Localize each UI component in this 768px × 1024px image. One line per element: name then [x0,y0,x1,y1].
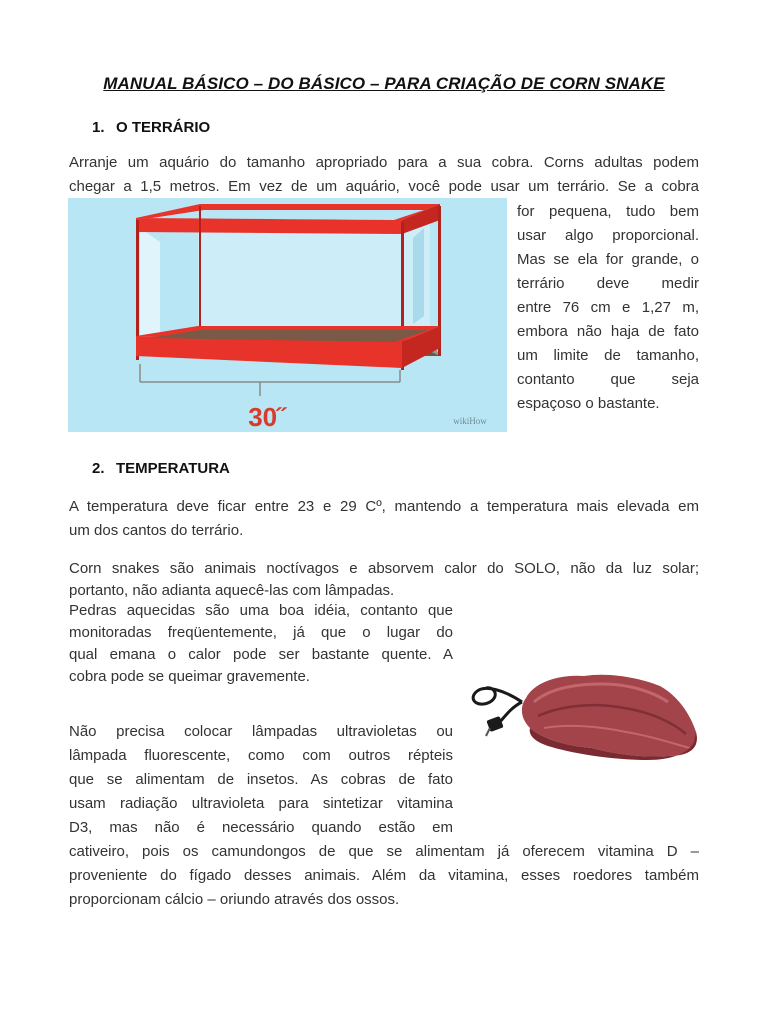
text-line: Corn snakes são animais noctívagos e absorvem calor do SOLO, não da luz solar; [69,560,699,577]
text-line: terrário deve medir [517,275,699,292]
text-line: qual emana o calor pode ser bastante quente. A [69,646,453,663]
section-number: 2. [92,460,105,477]
text-line: chegar a 1,5 metros. Em vez de um aquário, você pode usar um terrário. Se a cobra [69,178,699,195]
text-line: usam radiação ultravioleta para sintetizar vitamina [69,795,453,812]
temperatura-paragraph-3 [69,600,453,688]
text-line: for pequena, tudo bem [517,203,699,220]
text-line: Não precisa colocar lâmpadas ultravioletas ou [69,723,453,740]
text-line: contanto que seja [517,371,699,388]
aquarium-image [68,198,507,432]
text-line: portanto, não adianta aquecê-las com lâmpadas. [69,582,395,599]
section-title: TEMPERATURA [116,460,230,477]
text-line: um dos cantos do terrário. [69,522,244,539]
temperatura-paragraph-1 [69,495,699,543]
temperatura-paragraph-4-narrow [69,720,453,840]
text-line: monitoradas freqüentemente, já que o lugar do [69,624,453,641]
text-line: que se alimentam de insetos. As cobras de fato [69,771,453,788]
section-heading-terrario [92,119,210,136]
heat-rock-image [464,662,702,766]
text-line: espaçoso o bastante. [517,395,660,412]
dimension-label: 30˝ [248,402,286,432]
section-number: 1. [92,119,105,136]
text-line: A temperatura deve ficar entre 23 e 29 Cº, mantendo a temperatura mais elevada em [69,498,699,515]
text-line: Mas se ela for grande, o [517,251,699,268]
temperatura-paragraph-4-full [69,840,699,912]
temperatura-paragraph-2 [69,558,699,602]
text-line: entre 76 cm e 1,27 m, [517,299,699,316]
document-title: MANUAL BÁSICO – DO BÁSICO – PARA CRIAÇÃO DE CORN SNAKE [103,74,665,93]
text-line: Pedras aquecidas são uma boa idéia, contanto que [69,602,453,619]
text-line: cobra pode se queimar gravemente. [69,668,310,685]
text-line: lâmpada fluorescente, como com outros répteis [69,747,453,764]
text-line: Arranje um aquário do tamanho apropriado para a sua cobra. Corns adultas podem [69,154,699,171]
image-watermark: wikiHow [453,416,487,426]
text-line: cativeiro, pois os camundongos de que se alimentam já oferecem vitamina D – [69,843,699,860]
text-line: um limite de tamanho, [517,347,699,364]
terrario-intro [69,151,699,199]
terrario-side-text [517,200,699,416]
text-line: proveniente do fígado desses animais. Além da vitamina, esses roedores também [69,867,699,884]
text-line: usar algo proporcional. [517,227,699,244]
text-line: D3, mas não é necessário quando estão em [69,819,453,836]
text-line: embora não haja de fato [517,323,699,340]
section-heading-temperatura [92,460,230,477]
section-title: O TERRÁRIO [116,119,211,136]
text-line: proporcionam cálcio – oriundo através dos ossos. [69,891,400,908]
